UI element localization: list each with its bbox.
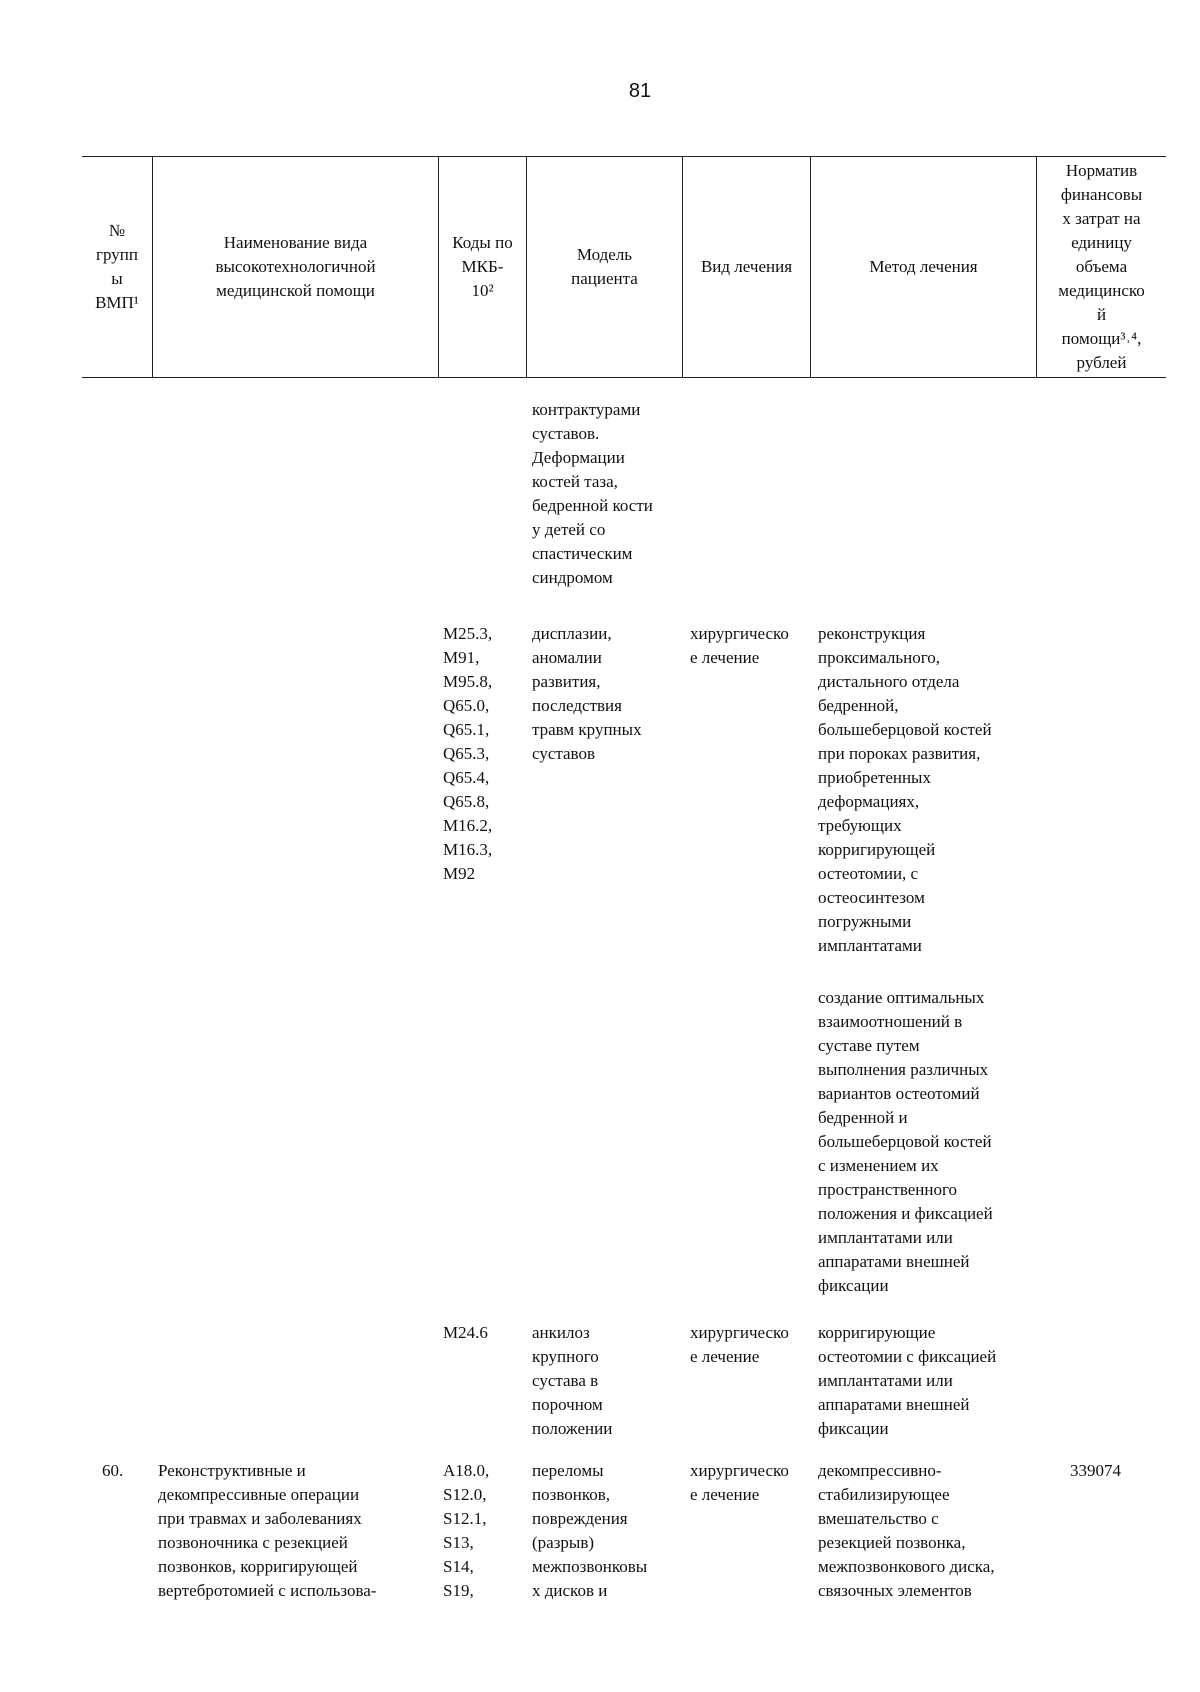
table-header (82, 156, 1166, 378)
header-name: Наименование вида высокотехнологичной медицинской помощи (152, 157, 438, 377)
header-model: Модель пациента (526, 157, 682, 377)
row3-normative: 339074 (1070, 1461, 1121, 1480)
continuation-model: контрактурами суставов. Деформации костей таза, бедренной кости у детей со спастическим синдромом (532, 400, 653, 587)
row3-codes: A18.0, S12.0, S12.1, S13, S14, S19, (443, 1461, 490, 1600)
row3-group-no: 60. (102, 1461, 124, 1480)
header-treatment-type: Вид лечения (682, 157, 810, 377)
row2-treatment-type: хирургическо е лечение (690, 1323, 789, 1366)
row1-codes: M25.3, M91, M95.8, Q65.0, Q65.1, Q65.3, Q65.4, Q65.8, M16.2, M16.3, M92 (443, 624, 493, 883)
header-group-no: № групп ы ВМП¹ (95, 221, 139, 312)
page-number: 81 (628, 80, 652, 102)
row1-treatment-type: хирургическо е лечение (690, 624, 789, 667)
header-codes: Коды по МКБ- 10² (438, 157, 526, 377)
row1-model: дисплазии, аномалии развития, последствия травм крупных суставов (532, 624, 642, 763)
row2-codes: M24.6 (443, 1323, 488, 1342)
row1-method-1: реконструкция проксимального, дистального отдела бедренной, большеберцовой костей при пороках развития, приобретенных деформациях, требующих корригирующей остеотомии, с остеосинтезом погружными имплантатами (818, 624, 992, 955)
header-method: Метод лечения (810, 157, 1036, 377)
row3-method: декомпрессивно- стабилизирующее вмешательство с резекцией позвонка, межпозвонкового диска, связочных элементов (818, 1461, 995, 1600)
header-normative: Норматив финансовы х затрат на единицу объема медицинско й помощи³˒⁴, рублей (1036, 157, 1166, 377)
row3-model: переломы позвонков, повреждения (разрыв) межпозвонковы х дисков и (532, 1461, 648, 1600)
row1-method-2: создание оптимальных взаимоотношений в суставе путем выполнения различных вариантов остеотомий бедренной и большеберцовой костей с изменением их пространственного положения и фиксацией имплантатами или аппаратами внешней фиксации (818, 988, 993, 1295)
row3-treatment-type: хирургическо е лечение (690, 1461, 789, 1504)
row3-name: Реконструктивные и декомпрессивные операции при травмах и заболеваниях позвоночника с резекцией позвонков, корригирующей вертебротомией с использова- (158, 1461, 377, 1600)
row2-method: корригирующие остеотомии с фиксацией имплантатами или аппаратами внешней фиксации (818, 1323, 997, 1438)
row2-model: анкилоз крупного сустава в порочном положении (532, 1323, 613, 1438)
